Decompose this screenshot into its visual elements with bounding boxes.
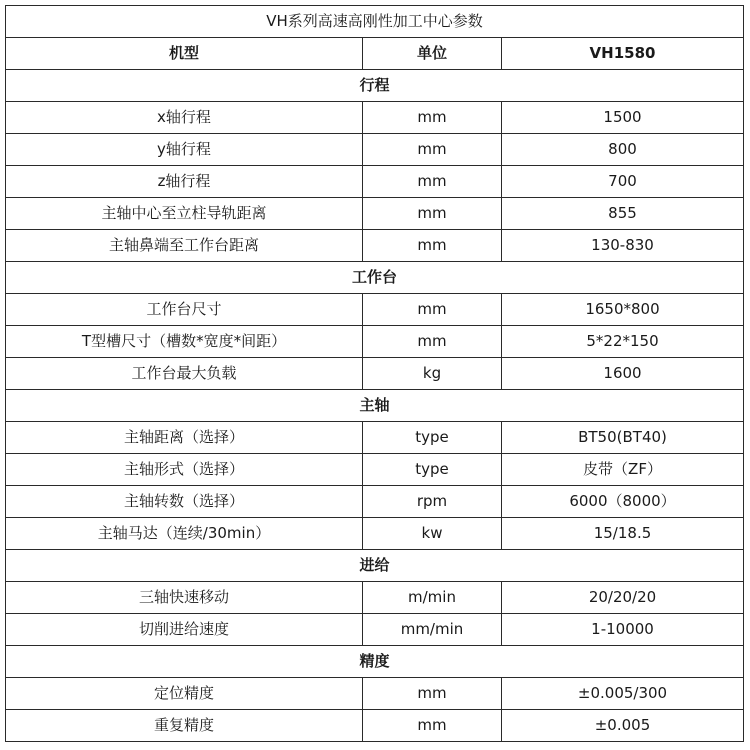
unit-cell: mm/min <box>363 614 502 646</box>
value-cell: 700 <box>502 166 744 198</box>
value-cell: 130-830 <box>502 230 744 262</box>
section-row <box>6 70 744 102</box>
unit-cell: mm <box>363 710 502 742</box>
unit-cell: kg <box>363 358 502 390</box>
spec-sheet <box>5 5 743 742</box>
param-cell: 重复精度 <box>6 710 363 742</box>
section-row <box>6 646 744 678</box>
table-row <box>6 614 744 646</box>
param-cell: 切削进给速度 <box>6 614 363 646</box>
header-model-value: VH1580 <box>502 38 744 70</box>
param-cell: 工作台最大负载 <box>6 358 363 390</box>
section-title: 进给 <box>6 550 744 582</box>
param-cell: x轴行程 <box>6 102 363 134</box>
table-row <box>6 358 744 390</box>
section-title: 工作台 <box>6 262 744 294</box>
table-title: VH系列高速高刚性加工中心参数 <box>6 6 744 38</box>
value-cell: 800 <box>502 134 744 166</box>
table-row <box>6 422 744 454</box>
spec-table-body <box>6 6 744 742</box>
table-row <box>6 134 744 166</box>
param-cell: 主轴转数（选择） <box>6 486 363 518</box>
section-title: 精度 <box>6 646 744 678</box>
param-cell: 三轴快速移动 <box>6 582 363 614</box>
table-row <box>6 678 744 710</box>
param-cell: 主轴距离（选择） <box>6 422 363 454</box>
value-cell: 6000（8000） <box>502 486 744 518</box>
value-cell: 皮带（ZF） <box>502 454 744 486</box>
unit-cell: mm <box>363 102 502 134</box>
section-title: 主轴 <box>6 390 744 422</box>
table-row <box>6 294 744 326</box>
table-row <box>6 198 744 230</box>
unit-cell: mm <box>363 230 502 262</box>
table-row <box>6 102 744 134</box>
table-row <box>6 486 744 518</box>
param-cell: 定位精度 <box>6 678 363 710</box>
value-cell: 1600 <box>502 358 744 390</box>
header-unit-label: 单位 <box>363 38 502 70</box>
param-cell: 主轴形式（选择） <box>6 454 363 486</box>
table-row <box>6 166 744 198</box>
unit-cell: type <box>363 454 502 486</box>
value-cell: BT50(BT40) <box>502 422 744 454</box>
param-cell: 主轴中心至立柱导轨距离 <box>6 198 363 230</box>
value-cell: ±0.005 <box>502 710 744 742</box>
header-model-label: 机型 <box>6 38 363 70</box>
section-title: 行程 <box>6 70 744 102</box>
param-cell: z轴行程 <box>6 166 363 198</box>
table-row <box>6 582 744 614</box>
section-row <box>6 262 744 294</box>
param-cell: 主轴马达（连续/30min） <box>6 518 363 550</box>
unit-cell: m/min <box>363 582 502 614</box>
unit-cell: mm <box>363 198 502 230</box>
unit-cell: mm <box>363 294 502 326</box>
table-row <box>6 518 744 550</box>
value-cell: 1500 <box>502 102 744 134</box>
value-cell: 15/18.5 <box>502 518 744 550</box>
header-row <box>6 38 744 70</box>
value-cell: 1650*800 <box>502 294 744 326</box>
value-cell: 20/20/20 <box>502 582 744 614</box>
section-row <box>6 390 744 422</box>
table-row <box>6 230 744 262</box>
param-cell: y轴行程 <box>6 134 363 166</box>
value-cell: 1-10000 <box>502 614 744 646</box>
value-cell: 5*22*150 <box>502 326 744 358</box>
unit-cell: mm <box>363 678 502 710</box>
unit-cell: mm <box>363 326 502 358</box>
title-row <box>6 6 744 38</box>
value-cell: 855 <box>502 198 744 230</box>
unit-cell: type <box>363 422 502 454</box>
table-row <box>6 710 744 742</box>
unit-cell: rpm <box>363 486 502 518</box>
unit-cell: mm <box>363 134 502 166</box>
param-cell: 主轴鼻端至工作台距离 <box>6 230 363 262</box>
section-row <box>6 550 744 582</box>
param-cell: 工作台尺寸 <box>6 294 363 326</box>
unit-cell: mm <box>363 166 502 198</box>
value-cell: ±0.005/300 <box>502 678 744 710</box>
unit-cell: kw <box>363 518 502 550</box>
spec-table <box>5 5 744 742</box>
table-row <box>6 326 744 358</box>
table-row <box>6 454 744 486</box>
param-cell: T型槽尺寸（槽数*宽度*间距） <box>6 326 363 358</box>
